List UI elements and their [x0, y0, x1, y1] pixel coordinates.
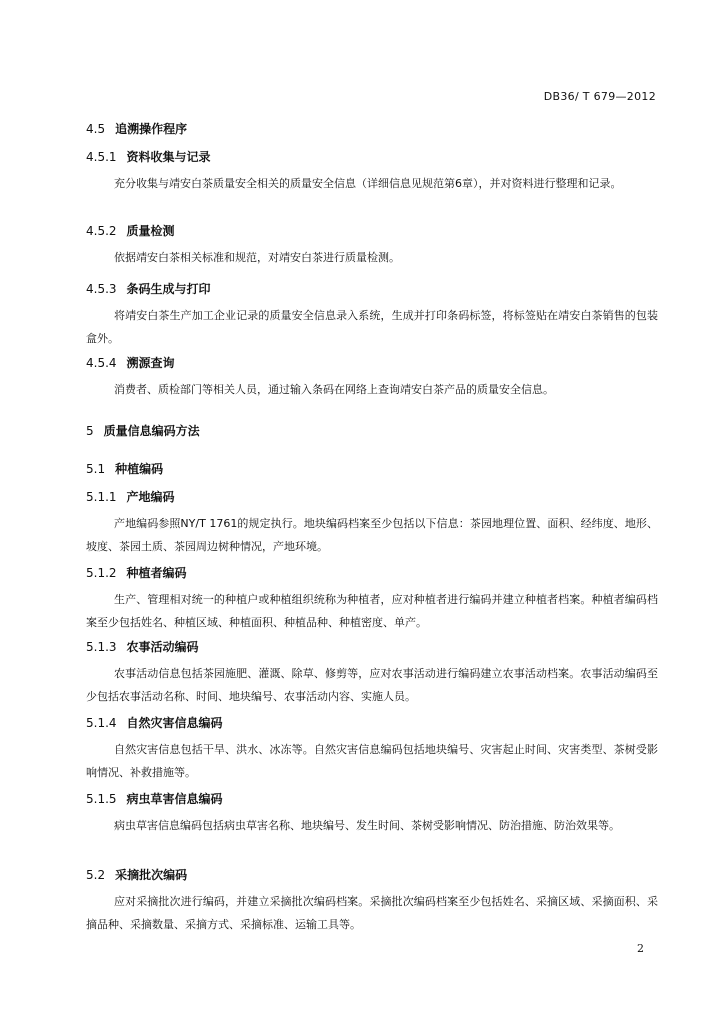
- paragraph: 依据靖安白茶相关标准和规范，对靖安白茶进行质量检测。: [114, 251, 400, 264]
- paragraph: 充分收集与靖安白茶质量安全相关的质量安全信息（详细信息见规范第6章），并对资料进行整理和记录。: [114, 177, 622, 190]
- paragraph: 病虫草害信息编码包括病虫草害名称、地块编号、发生时间、茶树受影响情况、防治措施、防治效果等。: [114, 819, 620, 832]
- section-title: 产地编码: [126, 490, 175, 504]
- section-heading: [86, 148, 211, 165]
- section-title: 质量信息编码方法: [103, 424, 200, 438]
- section-heading: [86, 422, 200, 439]
- section-number: 5.1.3: [86, 640, 117, 654]
- section-title: 种植者编码: [126, 566, 187, 580]
- section-heading: [86, 866, 187, 883]
- section-number: 4.5.3: [86, 282, 117, 296]
- document-code: DB36/ T 679—2012: [543, 90, 656, 103]
- paragraph: 将靖安白茶生产加工企业记录的质量安全信息录入系统，生成并打印条码标签，将标签贴在靖安白茶销售的包装盒外。: [86, 309, 658, 345]
- section-number: 5.1: [86, 462, 106, 476]
- section-number: 4.5.4: [86, 356, 117, 370]
- section-heading: [86, 120, 187, 137]
- paragraph: 产地编码参照NY/T 1761的规定执行。地块编码档案至少包括以下信息：茶园地理位置、面积、经纬度、地形、坡度、茶园土质、茶园周边树种情况，产地环境。: [86, 517, 658, 553]
- section-heading: [86, 714, 223, 731]
- paragraph: 消费者、质检部门等相关人员，通过输入条码在网络上查询靖安白茶产品的质量安全信息。: [114, 383, 554, 396]
- section-number: 4.5.1: [86, 150, 117, 164]
- section-number: 5.1.2: [86, 566, 117, 580]
- paragraph: 自然灾害信息包括干旱、洪水、冰冻等。自然灾害信息编码包括地块编号、灾害起止时间、灾害类型、茶树受影响情况、补救措施等。: [86, 743, 658, 779]
- section-heading: [86, 222, 175, 239]
- section-number: 5.1.1: [86, 490, 117, 504]
- section-number: 4.5: [86, 122, 106, 136]
- section-number: 5.2: [86, 868, 106, 882]
- paragraph: 应对采摘批次进行编码，并建立采摘批次编码档案。采摘批次编码档案至少包括姓名、采摘区域、采摘面积、采摘品种、采摘数量、采摘方式、采摘标准、运输工具等。: [86, 895, 658, 931]
- section-heading: [86, 460, 163, 477]
- section-number: 5: [86, 424, 94, 438]
- section-number: 5.1.4: [86, 716, 117, 730]
- section-title: 资料收集与记录: [126, 150, 211, 164]
- section-title: 条码生成与打印: [126, 282, 211, 296]
- section-heading: [86, 564, 187, 581]
- section-title: 采摘批次编码: [115, 868, 188, 882]
- section-title: 农事活动编码: [126, 640, 199, 654]
- section-title: 自然灾害信息编码: [126, 716, 223, 730]
- section-heading: [86, 354, 175, 371]
- section-heading: [86, 790, 223, 807]
- paragraph: 农事活动信息包括茶园施肥、灌溉、除草、修剪等，应对农事活动进行编码建立农事活动档案。农事活动编码至少包括农事活动名称、时间、地块编号、农事活动内容、实施人员。: [86, 667, 658, 703]
- section-number: 4.5.2: [86, 224, 117, 238]
- section-heading: [86, 488, 175, 505]
- section-title: 追溯操作程序: [115, 122, 188, 136]
- section-title: 溯源查询: [126, 356, 175, 370]
- section-title: 质量检测: [126, 224, 175, 238]
- section-title: 种植编码: [115, 462, 164, 476]
- section-number: 5.1.5: [86, 792, 117, 806]
- section-heading: [86, 638, 199, 655]
- page-number: 2: [637, 942, 644, 955]
- section-title: 病虫草害信息编码: [126, 792, 223, 806]
- paragraph: 生产、管理相对统一的种植户或种植组织统称为种植者，应对种植者进行编码并建立种植者档案。种植者编码档案至少包括姓名、种植区域、种植面积、种植品种、种植密度、单产。: [86, 593, 658, 629]
- section-heading: [86, 280, 211, 297]
